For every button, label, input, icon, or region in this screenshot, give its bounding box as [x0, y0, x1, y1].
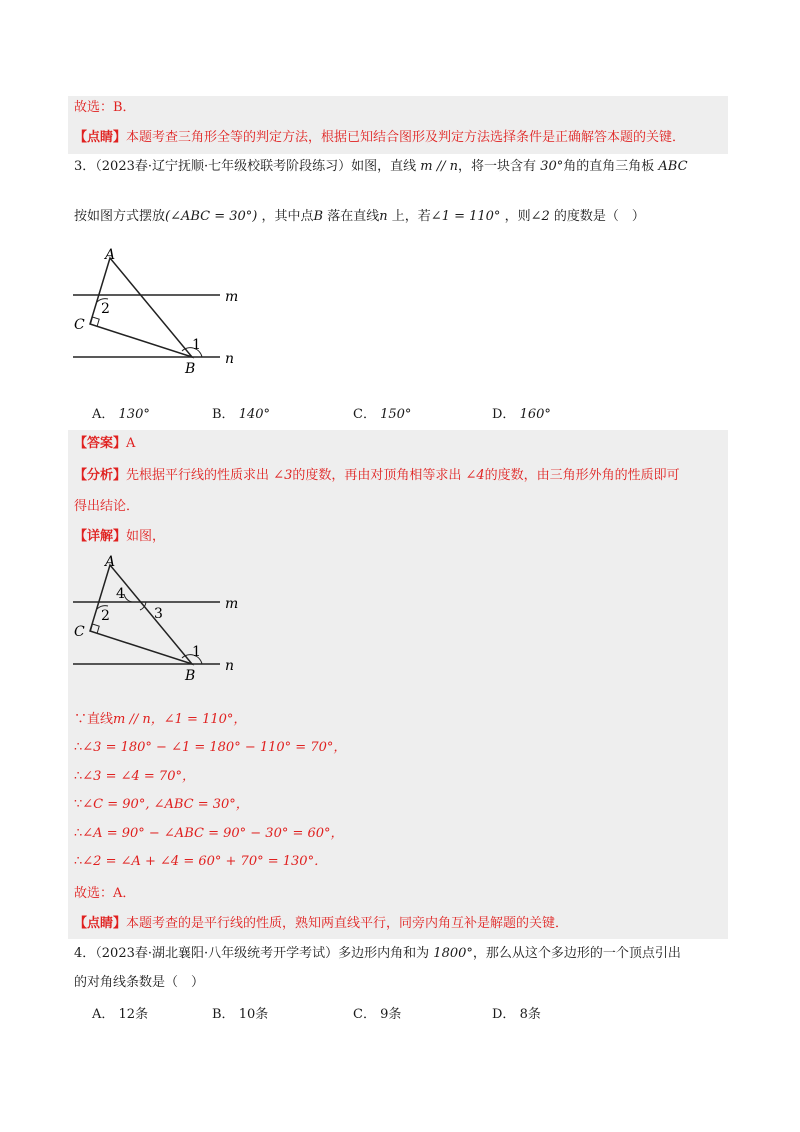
label-n: n: [225, 351, 235, 367]
label-2: 2: [101, 301, 110, 317]
q3-stem-line1: 3．（2023春·辽宁抚顺·七年级校联考阶段练习）如图，直线 m // n，将一块含有 30°角的直角三角板 ABC: [74, 159, 688, 174]
q3-step-1: ∵直线m // n，∠1 = 110°，: [74, 712, 247, 727]
q3-option-c[interactable]: C． 150°: [353, 407, 412, 422]
q4-option-d[interactable]: D． 8条: [492, 1007, 541, 1022]
q4-stem-line2: 的对角线条数是（ ）: [74, 975, 205, 990]
q3-option-b[interactable]: B． 140°: [212, 407, 271, 422]
q4-stem-line1: 4．（2023春·湖北襄阳·八年级统考开学考试）多边形内角和为 1800°，那么从这个多边形的一个顶点引出: [74, 946, 681, 961]
q3-step-3: ∴∠3 = ∠4 = 70°，: [74, 769, 195, 784]
label-m: m: [225, 596, 239, 612]
q3-detail: 【详解】如图，: [74, 529, 166, 544]
q3-figure: [70, 245, 240, 375]
angle4-arc: [124, 594, 132, 602]
q3-detail-figure: [70, 552, 240, 684]
q3-step-6: ∴∠2 = ∠A + ∠4 = 60° + 70° = 130°．: [74, 854, 328, 869]
q3-analysis-line1: 【分析】先根据平行线的性质求出 ∠3的度数，再由对顶角相等求出 ∠4的度数，由三角形外角的性质即可: [74, 468, 680, 483]
q4-option-b[interactable]: B． 10条: [212, 1007, 269, 1022]
label-3: 3: [154, 606, 163, 622]
label-n: n: [225, 658, 235, 674]
q4-option-c[interactable]: C． 9条: [353, 1007, 402, 1022]
label-c: C: [74, 317, 85, 333]
label-m: m: [225, 289, 239, 305]
label-b: B: [185, 668, 196, 684]
label-2: 2: [101, 608, 110, 624]
label-c: C: [74, 624, 85, 640]
q3-final: 故选：A．: [74, 886, 136, 901]
q3-analysis-line2: 得出结论．: [74, 499, 140, 514]
q3-answer: 【答案】A: [74, 436, 136, 451]
label-1: 1: [192, 644, 201, 660]
q3-stem-line2: 按如图方式摆放(∠ABC = 30°) ，其中点B 落在直线n 上，若∠1 = 110° ，则∠2 的度数是（ ）: [74, 209, 645, 224]
q3-option-a[interactable]: A． 130°: [92, 407, 150, 422]
q2-answer: 故选：B．: [74, 100, 136, 115]
label-1: 1: [192, 337, 201, 353]
q3-option-d[interactable]: D． 160°: [492, 407, 551, 422]
q3-step-4: ∵∠C = 90°, ∠ABC = 30°，: [74, 797, 249, 812]
q2-comment: 【点睛】本题考查三角形全等的判定方法，根据已知结合图形及判定方法选择条件是正确解答本题的关键．: [74, 130, 686, 145]
q3-step-2: ∴∠3 = 180° − ∠1 = 180° − 110° = 70°，: [74, 740, 347, 755]
q3-comment: 【点睛】本题考查的是平行线的性质，熟知两直线平行，同旁内角互补是解题的关键．: [74, 916, 569, 931]
q3-step-5: ∴∠A = 90° − ∠ABC = 90° − 30° = 60°，: [74, 826, 344, 841]
label-4: 4: [116, 586, 125, 602]
label-a: A: [105, 247, 116, 263]
label-a: A: [105, 554, 116, 570]
label-b: B: [185, 361, 196, 375]
q4-option-a[interactable]: A． 12条: [92, 1007, 149, 1022]
